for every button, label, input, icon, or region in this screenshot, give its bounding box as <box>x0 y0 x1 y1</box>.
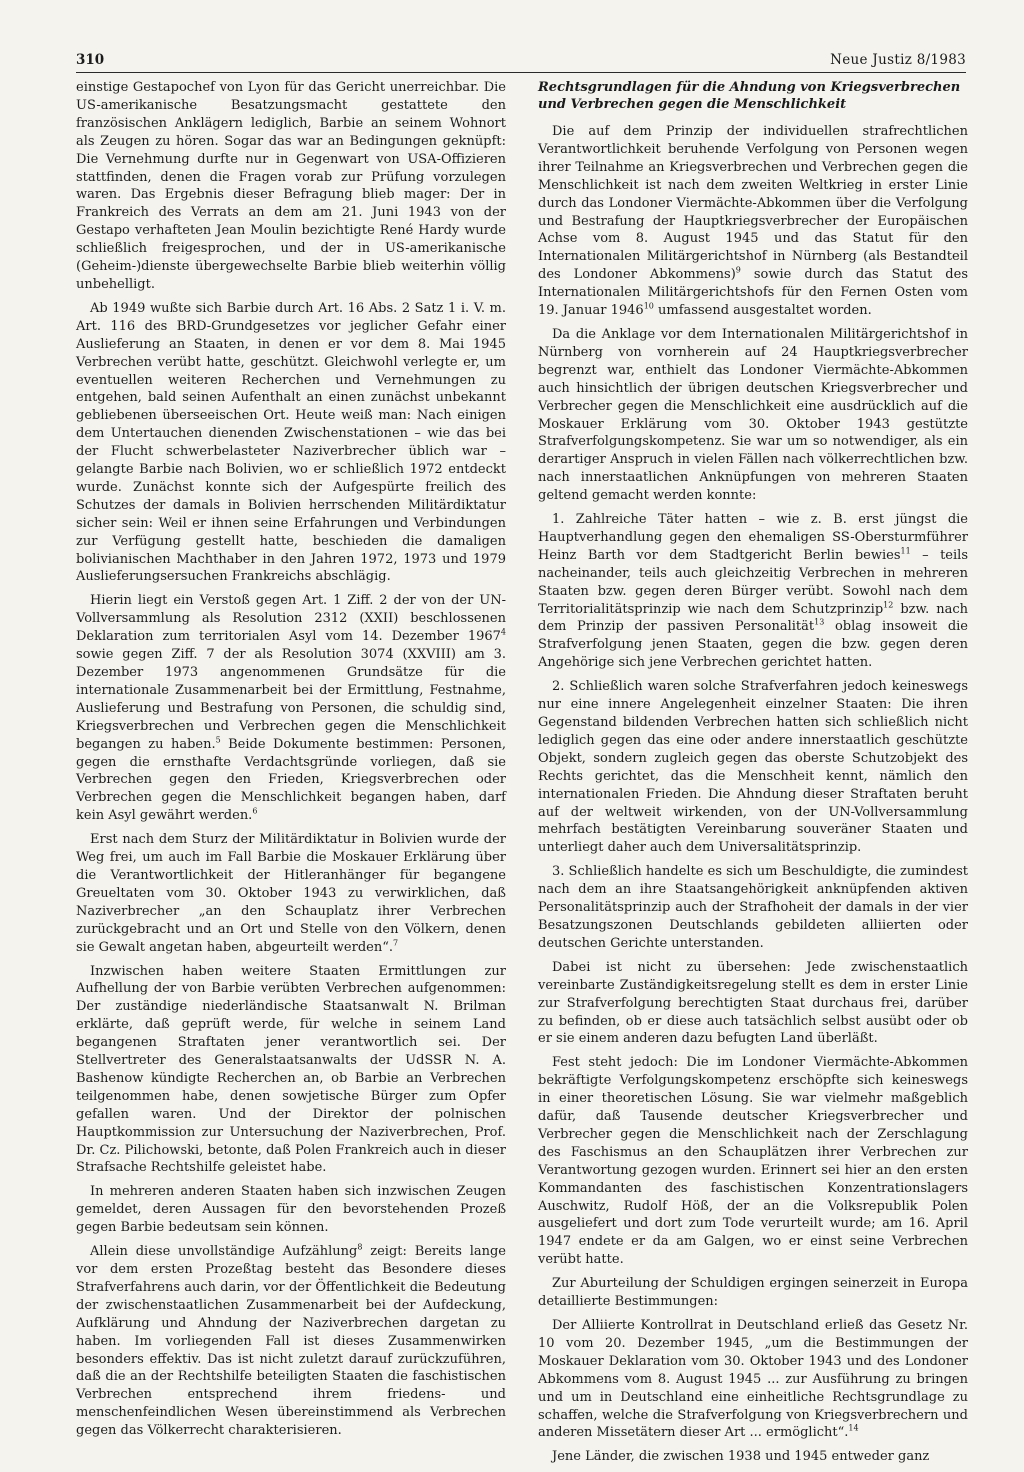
text-run: Die auf dem Prinzip der individuellen strafrechtlichen Verantwortlichkeit beruhende Verfolgung von Personen wegen ihrer Teilnahme an Kriegsverbrechen und Verbrechen gegen die Menschlichkeit ist nach dem zweiten Weltkrieg in erster Linie durch das Londoner Viermächte-Abkommen über die Verfolgung und Bestrafung der Hauptkriegsverbrecher der Europäischen Achse vom 8. August 1945 und das Statut für den Internationalen Militärgerichtshof in Nürnberg (als Bestandteil des Londoner Abkommens) <box>538 124 968 283</box>
footnote-ref: 9 <box>735 265 741 275</box>
text-run: oblag insoweit die Strafverfolgung jenen Staaten, gegen die bzw. gegen deren Angehörige sich jene Verbrechen gerichtet hatten. <box>538 619 968 671</box>
text-run: Beide Dokumente bestimmen: Personen, gegen die ernsthafte Verdachtsgründe vorliegen, daß sie Verbrechen gegen den Frieden, Kriegsverbrechen oder Verbrechen gegen die Menschlichkeit begangen haben, darf kein Asyl gewährt werden. <box>76 736 506 824</box>
paragraph <box>76 1243 506 1440</box>
text-run: 1. Zahlreiche Täter hatten – wie z. B. erst jüngst die Hauptverhandlung gegen den ehemaligen SS-Obersturmführer Heinz Barth vor dem Stadtgericht Berlin bewies <box>538 512 968 563</box>
numbered-item <box>538 511 968 672</box>
numbered-item: 2. Schließlich waren solche Strafverfahren jedoch keineswegs nur eine innere Angelegenheit einzelner Staaten: Die ihren Gegenstand bildenden Verbrechen hatten sich schließlich nicht lediglich gegen das eine oder andere innerstaatlich geschützte Objekt, sondern zugleich gegen das oberste Schutzobjekt des Rechts gerichtet, das die Menschheit kennt, nämlich den internationalen Frieden. Die Ahndung dieser Straftaten beruht auf der weltweit wirkenden, von der UN-Vollversammlung mehrfach bestätigten Vereinbarung souveräner Staaten und unterliegt daher auch dem Universalitätsprinzip. <box>538 679 968 856</box>
journal-title: Neue Justiz 8/1983 <box>830 52 966 68</box>
footnote-ref: 10 <box>643 301 654 311</box>
text-run: umfassend ausgestaltet worden. <box>653 303 872 319</box>
paragraph: Ab 1949 wußte sich Barbie durch Art. 16 Abs. 2 Satz 1 i. V. m. Art. 116 des BRD-Grundgesetzes vor jeglicher Gefahr einer Auslieferung an Staaten, in denen er vor dem 8. Mai 1945 Verbrechen verübt hatte, geschützt. Gleichwohl verlegte er, um eventuellen weiteren Recherchen und Vernehmungen zu entgehen, bald seinen Aufenthalt an einen zunächst unbekannt gebliebenen überseeischen Ort. Heute weiß man: Nach einigen dem Untertauchen dienenden Zwischenstationen – wie das bei der Flucht schwerbelasteter Naziverbrecher üblich war – gelangte Barbie nach Bolivien, wo er schließlich 1972 entdeckt wurde. Zunächst konnte sich der Aufgespürte freilich des Schutzes der damals in Bolivien herrschenden Militärdiktatur sicher sein: Weil er ihnen seine Erfahrungen und Verbindungen zur Verfügung gestellt hatte, beschieden die damaligen bolivianischen Machthaber in den Jahren 1972, 1973 und 1979 Auslieferungsersuchen Frankreichs abschlägig. <box>76 300 506 585</box>
section-heading: Rechtsgrundlagen für die Ahndung von Kriegsverbrechen und Verbrechen gegen die Menschlichkeit <box>538 80 961 112</box>
paragraph: Dabei ist nicht zu übersehen: Jede zwischenstaatlich vereinbarte Zuständigkeitsregelung stellt es dem in erster Linie zur Strafverfolgung berechtigten Staat durchaus frei, darüber zu befinden, ob er diese auch tatsächlich selbst ausübt oder ob er sie einem anderen dazu befugten Land überläßt. <box>538 959 968 1047</box>
text-run: Allein diese unvollständige Aufzählung <box>90 1244 358 1260</box>
paragraph: Inzwischen haben weitere Staaten Ermittlungen zur Aufhellung der von Barbie verübten Verbrechen aufgenommen: Der zuständige niederländische Staatsanwalt N. Brilman erklärte, daß geprüft werde, für welche in seinem Land begangenen Straftaten jener verantwortlich sei. Der Stellvertreter des Generalstaatsanwalts der UdSSR N. A. Bashenow kündigte Recherchen an, ob Barbie an Verbrechen teilgenommen habe, denen sowjetische Bürger zum Opfer gefallen waren. Und der Direktor der polnischen Hauptkommission zur Untersuchung der Naziverbrechen, Prof. Dr. Cz. Pilichowski, betonte, daß Polen Frankreich auch in dieser Strafsache Rechtshilfe geleistet habe. <box>76 963 506 1176</box>
footnote-ref: 4 <box>500 627 506 637</box>
text-run: Hierin liegt ein Verstoß gegen Art. 1 Ziff. 2 der von der UN-Vollversammlung als Resolution 2312 (XXII) beschlossenen Deklaration zum territorialen Asyl vom 14. Dezember 1967 <box>76 593 506 645</box>
paragraph: Zur Aburteilung der Schuldigen ergingen seinerzeit in Europa detaillierte Bestimmungen: <box>538 1276 968 1310</box>
text-run: bzw. nach dem Prinzip der passiven Personalität <box>538 601 968 635</box>
footnote-ref: 13 <box>814 618 825 628</box>
paragraph: einstige Gestapochef von Lyon für das Gericht unerreichbar. Die US-amerikanische Besatzungsmacht gestattete den französischen Anklägern lediglich, Barbie an seinem Wohnort als Zeugen zu hören. Sogar das war an Bedingungen geknüpft: Die Vernehmung durfte nur in Gegenwart von USA-Offizieren stattfinden, denen die Fragen vorab zur Prüfung vorzulegen waren. Das Ergebnis dieser Befragung blieb mager: Der in Frankreich des Verrats an dem am 21. Juni 1943 von der Gestapo verhafteten Jean Moulin bezichtigte René Hardy wurde schließlich freigesprochen, und der in US-amerikanische (Geheim-)dienste übergewechselte Barbie blieb weiterhin völlig unbehelligt. <box>76 80 506 292</box>
paragraph <box>76 831 506 956</box>
paragraph <box>538 123 968 320</box>
text-run: Der Alliierte Kontrollrat in Deutschland erließ das Gesetz Nr. 10 vom 20. Dezember 1945, „um die Bestimmungen der Moskauer Deklaration vom 30. Oktober 1943 und des Londoner Abkommens vom 8. August 1945 ... zur Ausführung zu bringen und um in Deutschland eine einheitliche Rechtsgrundlage zu schaffen, welche die Strafverfolgung von Kriegsverbrechern und anderen Missetätern dieser Art ... ermöglicht“. <box>538 1318 968 1441</box>
page-number: 310 <box>76 52 105 68</box>
text-run: Erst nach dem Sturz der Militärdiktatur in Bolivien wurde der Weg frei, um auch im Fall Barbie die Moskauer Erklärung über die Verantwortlichkeit der Hitleranhänger für begangene Greueltaten vom 30. Oktober 1943 zu verwirklichen, daß Naziverbrecher „an den Schauplatz ihrer Verbrechen zurückgebracht und an Ort und Stelle von den Völkern, denen sie Gewalt angetan haben, abgeurteilt werden“. <box>76 832 506 955</box>
text-run: zeigt: Bereits lange vor dem ersten Prozeßtag besteht das Besondere dieses Strafverfahrens auch darin, vor der Öffentlichkeit die Bedeutung der zwischenstaatlichen Zusammenarbeit bei der Aufdeckung, Aufklärung und Ahndung der Naziverbrechen dargetan zu haben. Im vorliegenden Fall ist dieses Zusammenwirken besonders effektiv. Das ist nicht zuletzt darauf zurückzuführen, daß die an der Rechtshilfe beteiligten Staaten die faschistischen Verbrechen entsprechend ihrem friedens- und menschenfeindlichen Wesen übereinstimmend als Verbrechen gegen das Völkerrecht charakterisieren. <box>76 1244 506 1439</box>
paragraph: Fest steht jedoch: Die im Londoner Viermächte-Abkommen bekräftigte Verfolgungskompetenz erschöpfte sich keineswegs in einer theoretischen Lösung. Sie war vielmehr maßgeblich dafür, daß Tausende deutscher Kriegsverbrecher und Verbrecher gegen die Menschlichkeit nach der Zerschlagung des Faschismus an den Schauplätzen ihrer Verbrechen zur Verantwortung gezogen wurden. Erinnert sei hier an den ersten Kommandanten des faschistischen Konzentrationslagers Auschwitz, Rudolf Höß, der an die Volksrepublik Polen ausgeliefert und dort zum Tode verurteilt wurde; am 16. April 1947 endete er da am Galgen, wo er einst seine Verbrechen verübt hatte. <box>538 1055 968 1268</box>
footnote-ref: 6 <box>252 806 258 816</box>
paragraph: In mehreren anderen Staaten haben sich inzwischen Zeugen gemeldet, deren Aussagen für den bevorstehenden Prozeß gegen Barbie bedeutsam sein können. <box>76 1184 506 1236</box>
page-header <box>76 50 966 73</box>
paragraph <box>76 592 506 825</box>
text-run: – teils nacheinander, teils auch gleichzeitig Verbrechen in mehreren Staaten bzw. gegen deren Bürger verübt. Sowohl nach dem Territorialitätsprinzip wie nach dem Schutzprinzip <box>538 547 968 617</box>
paragraph: Jene Länder, die zwischen 1938 und 1945 entweder ganz <box>552 1449 930 1465</box>
numbered-item: 3. Schließlich handelte es sich um Beschuldigte, die zumindest nach dem an ihre Staatsangehörigkeit anknüpfenden aktiven Personalitätsprinzip auch der Strafhoheit der damals in der vier Besatzungszonen Deutschlands gebildeten alliierten oder deutschen Gerichte unterstanden. <box>538 864 968 951</box>
footnote-ref: 14 <box>848 1424 859 1434</box>
footnote-ref: 8 <box>357 1242 363 1252</box>
paragraph: Da die Anklage vor dem Internationalen Militärgerichtshof in Nürnberg von vornherein auf 24 Hauptkriegsverbrecher begrenzt war, enthielt das Londoner Viermächte-Abkommen auch hinsichtlich der übrigen deutschen Kriegsverbrecher und Verbrecher gegen die Menschlichkeit eine ausdrücklich auf die Moskauer Erklärung vom 30. Oktober 1943 gestützte Strafverfolgungskompetenz. Sie war um so notwendiger, als ein derartiger Anspruch in vielen Fällen nach völkerrechtlichen bzw. nach innerstaatlichen Anknüpfungen von mehreren Staaten geltend gemacht werden konnte: <box>538 326 968 504</box>
text-run: sowie durch das Statut des Internationalen Militärgerichtshofs für den Fernen Osten vom 19. Januar 1946 <box>538 267 968 319</box>
left-column <box>76 79 506 1446</box>
footnote-ref: 7 <box>392 938 399 948</box>
right-column <box>538 79 968 1472</box>
footnote-ref: 12 <box>883 600 894 610</box>
paragraph <box>538 1317 968 1442</box>
footnote-ref: 11 <box>900 546 911 556</box>
footnote-ref: 5 <box>215 735 221 745</box>
text-run: sowie gegen Ziff. 7 der als Resolution 3074 (XXVIII) am 3. Dezember 1973 angenommenen Grundsätze für die internationale Zusammenarbeit bei der Ermittlung, Festnahme, Auslieferung und Bestrafung von Personen, die schuldig sind, Kriegsverbrechen und Verbrechen gegen die Menschlichkeit begangen zu haben. <box>76 647 506 752</box>
